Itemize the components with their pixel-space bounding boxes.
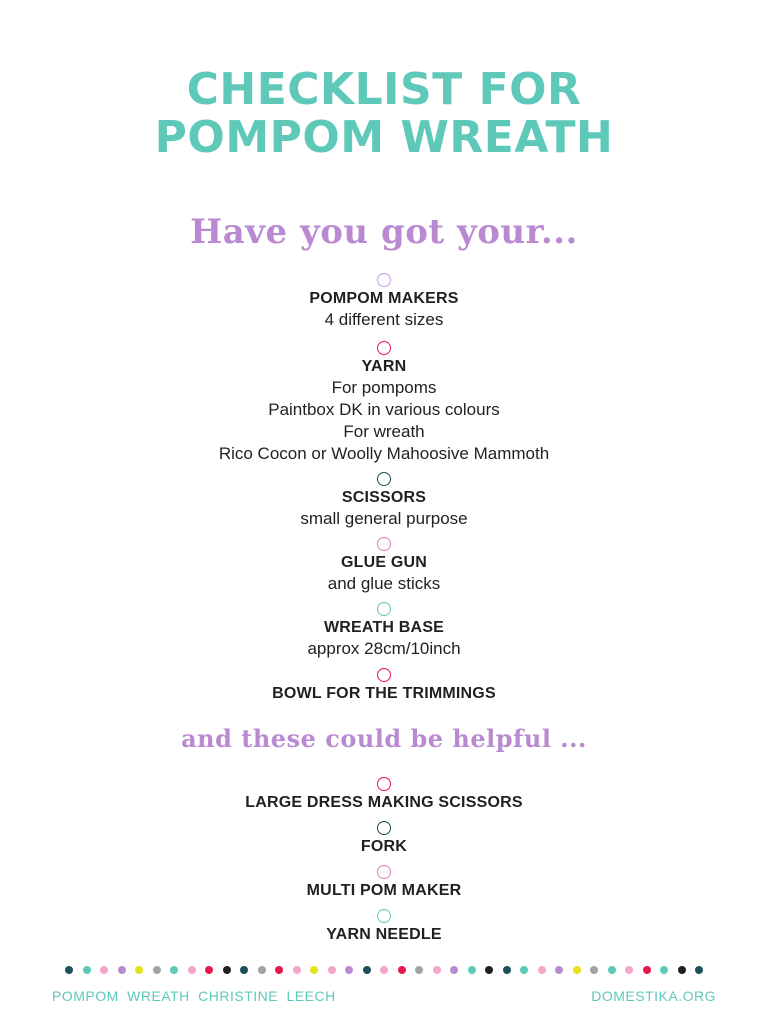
decorative-dot	[293, 966, 301, 974]
decorative-dot	[275, 966, 283, 974]
decorative-dot	[188, 966, 196, 974]
decorative-dot	[398, 966, 406, 974]
decorative-dot	[258, 966, 266, 974]
decorative-dot	[363, 966, 371, 974]
decorative-dot	[223, 966, 231, 974]
checklist-item	[0, 537, 768, 595]
decorative-dot	[310, 966, 318, 974]
checklist-item-name: YARN	[361, 358, 407, 375]
decorative-dot	[135, 966, 143, 974]
title-line-2: POMPOM WREATH	[154, 112, 614, 163]
decorative-dot	[153, 966, 161, 974]
checklist-item-detail: small general purpose	[300, 509, 468, 528]
decorative-dot	[625, 966, 633, 974]
checklist-item-detail: For pompoms	[331, 378, 437, 397]
decorative-dot	[660, 966, 668, 974]
checklist-item-name: GLUE GUN	[340, 554, 428, 571]
checkbox-circle-icon[interactable]	[377, 821, 391, 835]
checkbox-circle-icon[interactable]	[377, 602, 391, 616]
decorative-dot	[555, 966, 563, 974]
checklist-item	[0, 777, 768, 813]
decorative-dot	[65, 966, 73, 974]
checklist-item	[0, 865, 768, 901]
decorative-dot	[520, 966, 528, 974]
checkbox-circle-icon[interactable]	[377, 865, 391, 879]
checklist-item-detail: Rico Cocon or Woolly Mahoosive Mammoth	[218, 444, 550, 463]
title-line-1: CHECKLIST FOR	[186, 64, 582, 115]
decorative-dot	[450, 966, 458, 974]
checkbox-circle-icon[interactable]	[377, 909, 391, 923]
checklist-item-detail: For wreath	[343, 422, 425, 441]
decorative-dot	[468, 966, 476, 974]
checkbox-circle-icon[interactable]	[377, 777, 391, 791]
decorative-dot	[695, 966, 703, 974]
checklist-item	[0, 909, 768, 945]
checklist-item-name: MULTI POM MAKER	[306, 882, 462, 899]
checklist-item-name: FORK	[360, 838, 408, 855]
decorative-dot	[485, 966, 493, 974]
decorative-dot	[415, 966, 423, 974]
decorative-dot	[433, 966, 441, 974]
checklist-item-detail: and glue sticks	[327, 574, 441, 593]
checklist-item	[0, 821, 768, 857]
checklist-item-name: SCISSORS	[341, 489, 427, 506]
decorative-dot	[83, 966, 91, 974]
decorative-dot	[118, 966, 126, 974]
checklist-item	[0, 273, 768, 331]
decorative-dot	[678, 966, 686, 974]
section-heading-helpful: and these could be helpful ...	[181, 724, 587, 753]
checkbox-circle-icon[interactable]	[377, 273, 391, 287]
decorative-dot	[538, 966, 546, 974]
checklist-item-name: LARGE DRESS MAKING SCISSORS	[245, 794, 523, 811]
footer-site-link[interactable]: DOMESTIKA.ORG	[591, 988, 716, 1004]
decorative-dot	[590, 966, 598, 974]
decorative-dot	[503, 966, 511, 974]
decorative-dot	[205, 966, 213, 974]
section-heading-have-you-got: Have you got your...	[190, 212, 578, 252]
checklist-item-name: WREATH BASE	[323, 619, 445, 636]
checklist-item	[0, 341, 768, 465]
page-title	[0, 66, 768, 162]
decorative-dot-row	[0, 966, 768, 974]
checklist-item	[0, 668, 768, 704]
decorative-dot	[608, 966, 616, 974]
checkbox-circle-icon[interactable]	[377, 668, 391, 682]
decorative-dot	[100, 966, 108, 974]
checklist-item-detail: Paintbox DK in various colours	[268, 400, 500, 419]
decorative-dot	[643, 966, 651, 974]
decorative-dot	[573, 966, 581, 974]
decorative-dot	[170, 966, 178, 974]
checklist-item-name: POMPOM MAKERS	[309, 290, 459, 307]
checklist-item-detail: 4 different sizes	[324, 310, 444, 329]
checkbox-circle-icon[interactable]	[377, 537, 391, 551]
checkbox-circle-icon[interactable]	[377, 341, 391, 355]
checkbox-circle-icon[interactable]	[377, 472, 391, 486]
decorative-dot	[345, 966, 353, 974]
checklist-item-detail: approx 28cm/10inch	[307, 639, 461, 658]
decorative-dot	[380, 966, 388, 974]
decorative-dot	[328, 966, 336, 974]
checklist-item-name: YARN NEEDLE	[326, 926, 442, 943]
checklist-item-name: BOWL FOR THE TRIMMINGS	[272, 685, 496, 702]
footer-credit: POMPOM WREATH CHRISTINE LEECH	[52, 988, 336, 1004]
checklist-item	[0, 602, 768, 660]
decorative-dot	[240, 966, 248, 974]
checklist-item	[0, 472, 768, 530]
